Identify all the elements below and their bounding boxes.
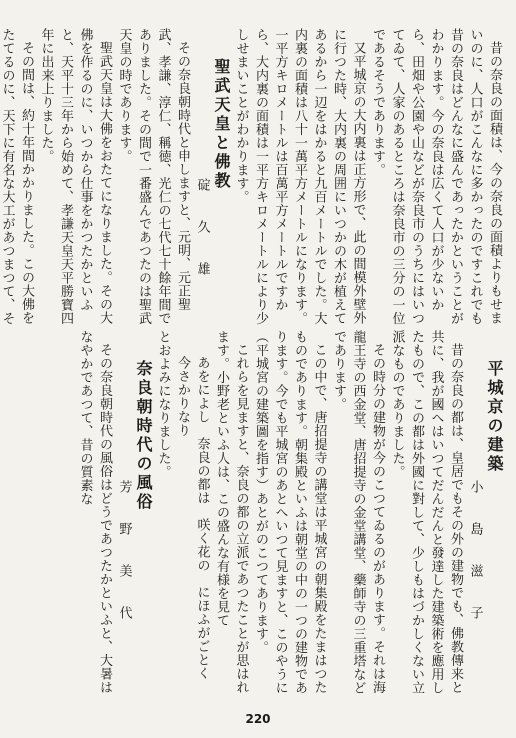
section-author: 碇 久 雄 <box>194 178 210 283</box>
paragraph: これらを見ますと、奈良の都の立派であつたことが思はれます。小野老といふ人は、この盛んな有様を見て <box>214 330 249 694</box>
paragraph: その時分の建物が今のこつてゐるのがあります。それは海龍王寺の西金堂、唐招提寺の金堂講堂、藥師寺の三重塔などであります。 <box>331 330 385 695</box>
section-heading: 聖武天皇と佛教 <box>212 58 231 191</box>
section-author: 芳 野 美 代 <box>116 480 132 627</box>
paragraph: この中で、唐招提寺の講堂は平城宮の朝集殿をたまはつたものであります。朝集殿といふは朝堂の中の一つの建物であります。今でも平城宮のあとへいつて見ますと、このやうに（平城宮の建築圖を指す）あとがのこつてあります。 <box>253 330 327 695</box>
upper-text-block <box>0 28 504 328</box>
paragraph: その奈良朝時代の風俗はどうであつたかといふと、大暑はなやかであつて、昔の質素な <box>77 330 112 694</box>
paragraph: とおよみになりました。 <box>155 330 171 479</box>
paragraph: その奈良朝時代と申しますと、元明、元正聖武、孝謙、淳仁、稱徳、光仁の七代七十餘年間でありました。その間で一番盛んであつたのは聖武天皇の時であります。 <box>116 28 190 325</box>
section-author: 小 島 滋 子 <box>467 480 483 627</box>
lower-text-block <box>14 330 504 700</box>
paragraph: 昔の奈良の面積は、今の奈良の面積よりもせまいのに、人口がこんなに多かったのですこれでも昔の奈良はどんなに盛んであったかということがわかります。今の奈良は広くて人口が少ないから、田畑や公園や山などが奈良市のうちにはいつてゐて、人家のあるところは奈良市の三分の一位であるそうであります。 <box>370 28 502 325</box>
paragraph: 聖武天皇は大佛をおたてになりました。その大佛を作るのに、いつから仕事をかつたかといふと、天平十三年から始めて、孝謙天皇天平勝寶四年に出来上りました。 <box>38 28 112 325</box>
page-number: 220 <box>245 712 271 726</box>
paragraph: その間は、約十年間かかりました。この大佛をたてるのに、天下に有名な大工があつまつて、そ <box>0 28 34 325</box>
paragraph: 昔の奈良の都は、皇居でもその外の建物でも、佛教傳来と共に、我が國へはいつてだんだんと發達した建築術を應用したもので、この都は外國に對して、少しもはづかしくない立派なものでありました。 <box>389 330 463 695</box>
paragraph: 又平城京の大内裏は正方形で、此の間模外壁外に行つた時、大内裏の周囲にいつかの木が植えてあるから一辺をはかると九百メートルでした。大内裏の面積は八十一萬平方メートルになります。一平方キロメートルは百萬平方メートルですから、大内裏の面積は一平方キロメートルにより少しせまいことがわかります。 <box>233 28 366 325</box>
section-heading: 平城京の建築 <box>485 360 504 474</box>
poem-verse: あをによし 奈良の都は 咲く花の にほふがごとく 今さかりなり <box>175 356 210 694</box>
section-heading: 奈良朝時代の風俗 <box>134 360 153 512</box>
